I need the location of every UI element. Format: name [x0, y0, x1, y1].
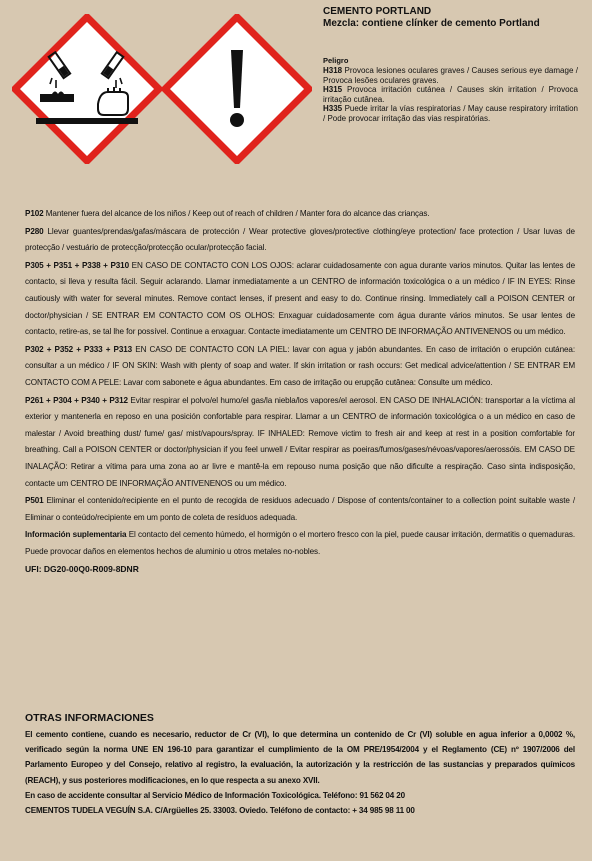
hazard-statement-h335 — [323, 104, 578, 123]
precaution-text: Mantener fuera del alcance de los niños / Keep out of reach of children / Manter fora do alcance das crianças. — [45, 209, 430, 218]
precaution-skin — [25, 342, 575, 392]
product-subtitle: Mezcla: contiene clínker de cemento Portland — [323, 18, 540, 29]
hazard-code: H318 — [323, 66, 343, 75]
precaution-code: P302 + P352 + P333 + P313 — [25, 344, 133, 354]
precaution-inhalation — [25, 393, 575, 493]
precaution-code: P280 — [25, 226, 44, 236]
ghs-pictograms — [12, 14, 312, 164]
hazard-code: H315 — [323, 85, 343, 95]
hazard-statement-h318 — [323, 66, 578, 85]
signal-word: Peligro — [323, 56, 349, 65]
hazard-text: Puede irritar la vías respiratorias / May cause respiratory irritation / Pode provocar irritação das vias respiratórias. — [323, 104, 578, 123]
reglamento-paragraph: El cemento contiene, cuando es necesario, reductor de Cr (VI), lo que determina un contenido de Cr (VI) soluble en agua inferior a 0,0002 %, verificado según la norma UNE EN 196-10 para garantizar el cumplimiento de la OM PRE/1954/2004 y el Reglamento (CE) nº 1907/2006 del Parlamento Europeo y del Consejo, relativo al registro, la evaluación, la autorización y la restricción de las sustancias y preparados químicos (REACH), y sus posteriores modificaciones, en lo que respecta a su anexo XVII. — [25, 730, 575, 785]
precautionary-statements — [25, 206, 575, 577]
product-header — [323, 6, 578, 124]
precaution-eyes — [25, 258, 575, 341]
precaution-text: EN CASO DE CONTACTO CON LA PIEL: lavar con agua y jabón abundantes. En caso de irritación o erupción cutánea: consultar a un médico / IF ON SKIN: Wash with plenty of soap and water. If skin irritation or rash occurs: Get medical advice/attention / SE ENTRAR EM CONTACTO COM A PELE: Lavar com sabonete e água abundantes. Em caso de irritação ou erupção cutânea: Consulte um médico. — [25, 344, 576, 387]
exclamation-pictogram — [165, 17, 309, 161]
precaution-code: P305 + P351 + P338 + P310 — [25, 260, 130, 270]
corrosion-pictogram — [15, 17, 159, 161]
company-contact: CEMENTOS TUDELA VEGUÍN S.A. C/Argüelles 25. 33003. Oviedo. Teléfono de contacto: + 34 985 98 11 00 — [25, 806, 415, 816]
supplementary-label: Información suplementaria — [25, 530, 127, 540]
precaution-text: Llevar guantes/prendas/gafas/máscara de protección / Wear protective gloves/protective clothing/eye protection/ face protection / Usar luvas de protecção / vestuário de protecção/protecção ocular/protecção facial. — [25, 226, 575, 253]
hazard-text: Provoca irritación cutánea / Causes skin irritation / Provoca irritação cutânea. — [323, 85, 578, 104]
precaution-text: Evitar respirar el polvo/el humo/el gas/la niebla/los vapores/el aerosol. EN CASO DE INHALACIÓN: transportar a la víctima al exterior y mantenerla en reposo en una posición confortable para respirar. Llamar a un CENTRO de información toxicológica o a un médico en caso de malestar / Avoid breathing dust/ fume/ gas/ mist/vapours/spray. IF INHALED: Remove victim to fresh air and keep at rest in a position comfortable for breathing. Call a POISON CENTER or doctor/physician if you feel unwell / Evitar respirar as poeiras/fumos/gases/névoas/vapores/aerossóis. EM CASO DE INALAÇÃO: Retirar a vítima para uma zona ao ar livre e mantê-la em repouso numa posição que não dificulte a respiração. Caso sinta indisposição, contacte um CENTRO DE INFORMAÇÃO ANTIVENENOS ou um médico. — [25, 395, 575, 488]
supplementary-information — [25, 527, 575, 560]
product-title: CEMENTO PORTLAND — [323, 6, 432, 17]
precaution-code: P102 — [25, 209, 44, 218]
precaution-text: Eliminar el contenido/recipiente en el punto de recogida de residuos adecuado / Dispose of contents/container to a collection point suitable waste / Eliminar o conteúdo/recipiente em um ponto de coleta de resíduos adequada. — [25, 496, 575, 522]
precaution-p102 — [25, 206, 575, 223]
hazard-statement-h315 — [323, 85, 578, 104]
precaution-code: P501 — [25, 496, 44, 506]
precaution-code: P261 + P304 + P340 + P312 — [25, 395, 128, 405]
ufi-code: UFI: DG20-00Q0-R009-8DNR — [25, 564, 139, 575]
other-information-title: OTRAS INFORMACIONES — [25, 712, 154, 724]
hazard-code: H335 — [323, 104, 343, 114]
precaution-text: EN CASO DE CONTACTO CON LOS OJOS: aclarar cuidadosamente con agua durante varios minutos. Quitar las lentes de contacto, si lleva y resulta fácil. Seguir aclarando. Llamar inmediatamente a un CENTRO de información toxicológica o a un médico / IF IN EYES: Rinse cautiously with water for several minutes. Remove contact lenses, if present and easy to do. Continue rinsing. Immediately call a POISON CENTER or doctor/physician / SE ENTRAR EM CONTACTO COM OS OLHOS: Enxaguar cuidadosamente com água durante vários minutos. Se usar lentes de contacto, retire-as, se tal lhe for possível. Continue a enxaguar. Contacte imediatamente um CENTRO DE INFORMAÇÃO ANTIVENENOS ou um médico. — [25, 260, 575, 337]
hazard-text: Provoca lesiones oculares graves / Causes serious eye damage / Provoca lesões oculares graves. — [323, 66, 578, 85]
precaution-p280 — [25, 224, 575, 257]
other-information — [25, 712, 575, 818]
emergency-contact: En caso de accidente consultar al Servicio Médico de Información Toxicológica. Teléfono: 91 562 04 20 — [25, 790, 405, 800]
precaution-p501 — [25, 493, 575, 526]
supplementary-text: El contacto del cemento húmedo, el hormigón o el mortero fresco con la piel, puede causar irritación, dermatitis o quemaduras. Puede provocar daños en elementos hechos de aluminio u otros metales no-nobles. — [25, 530, 575, 556]
